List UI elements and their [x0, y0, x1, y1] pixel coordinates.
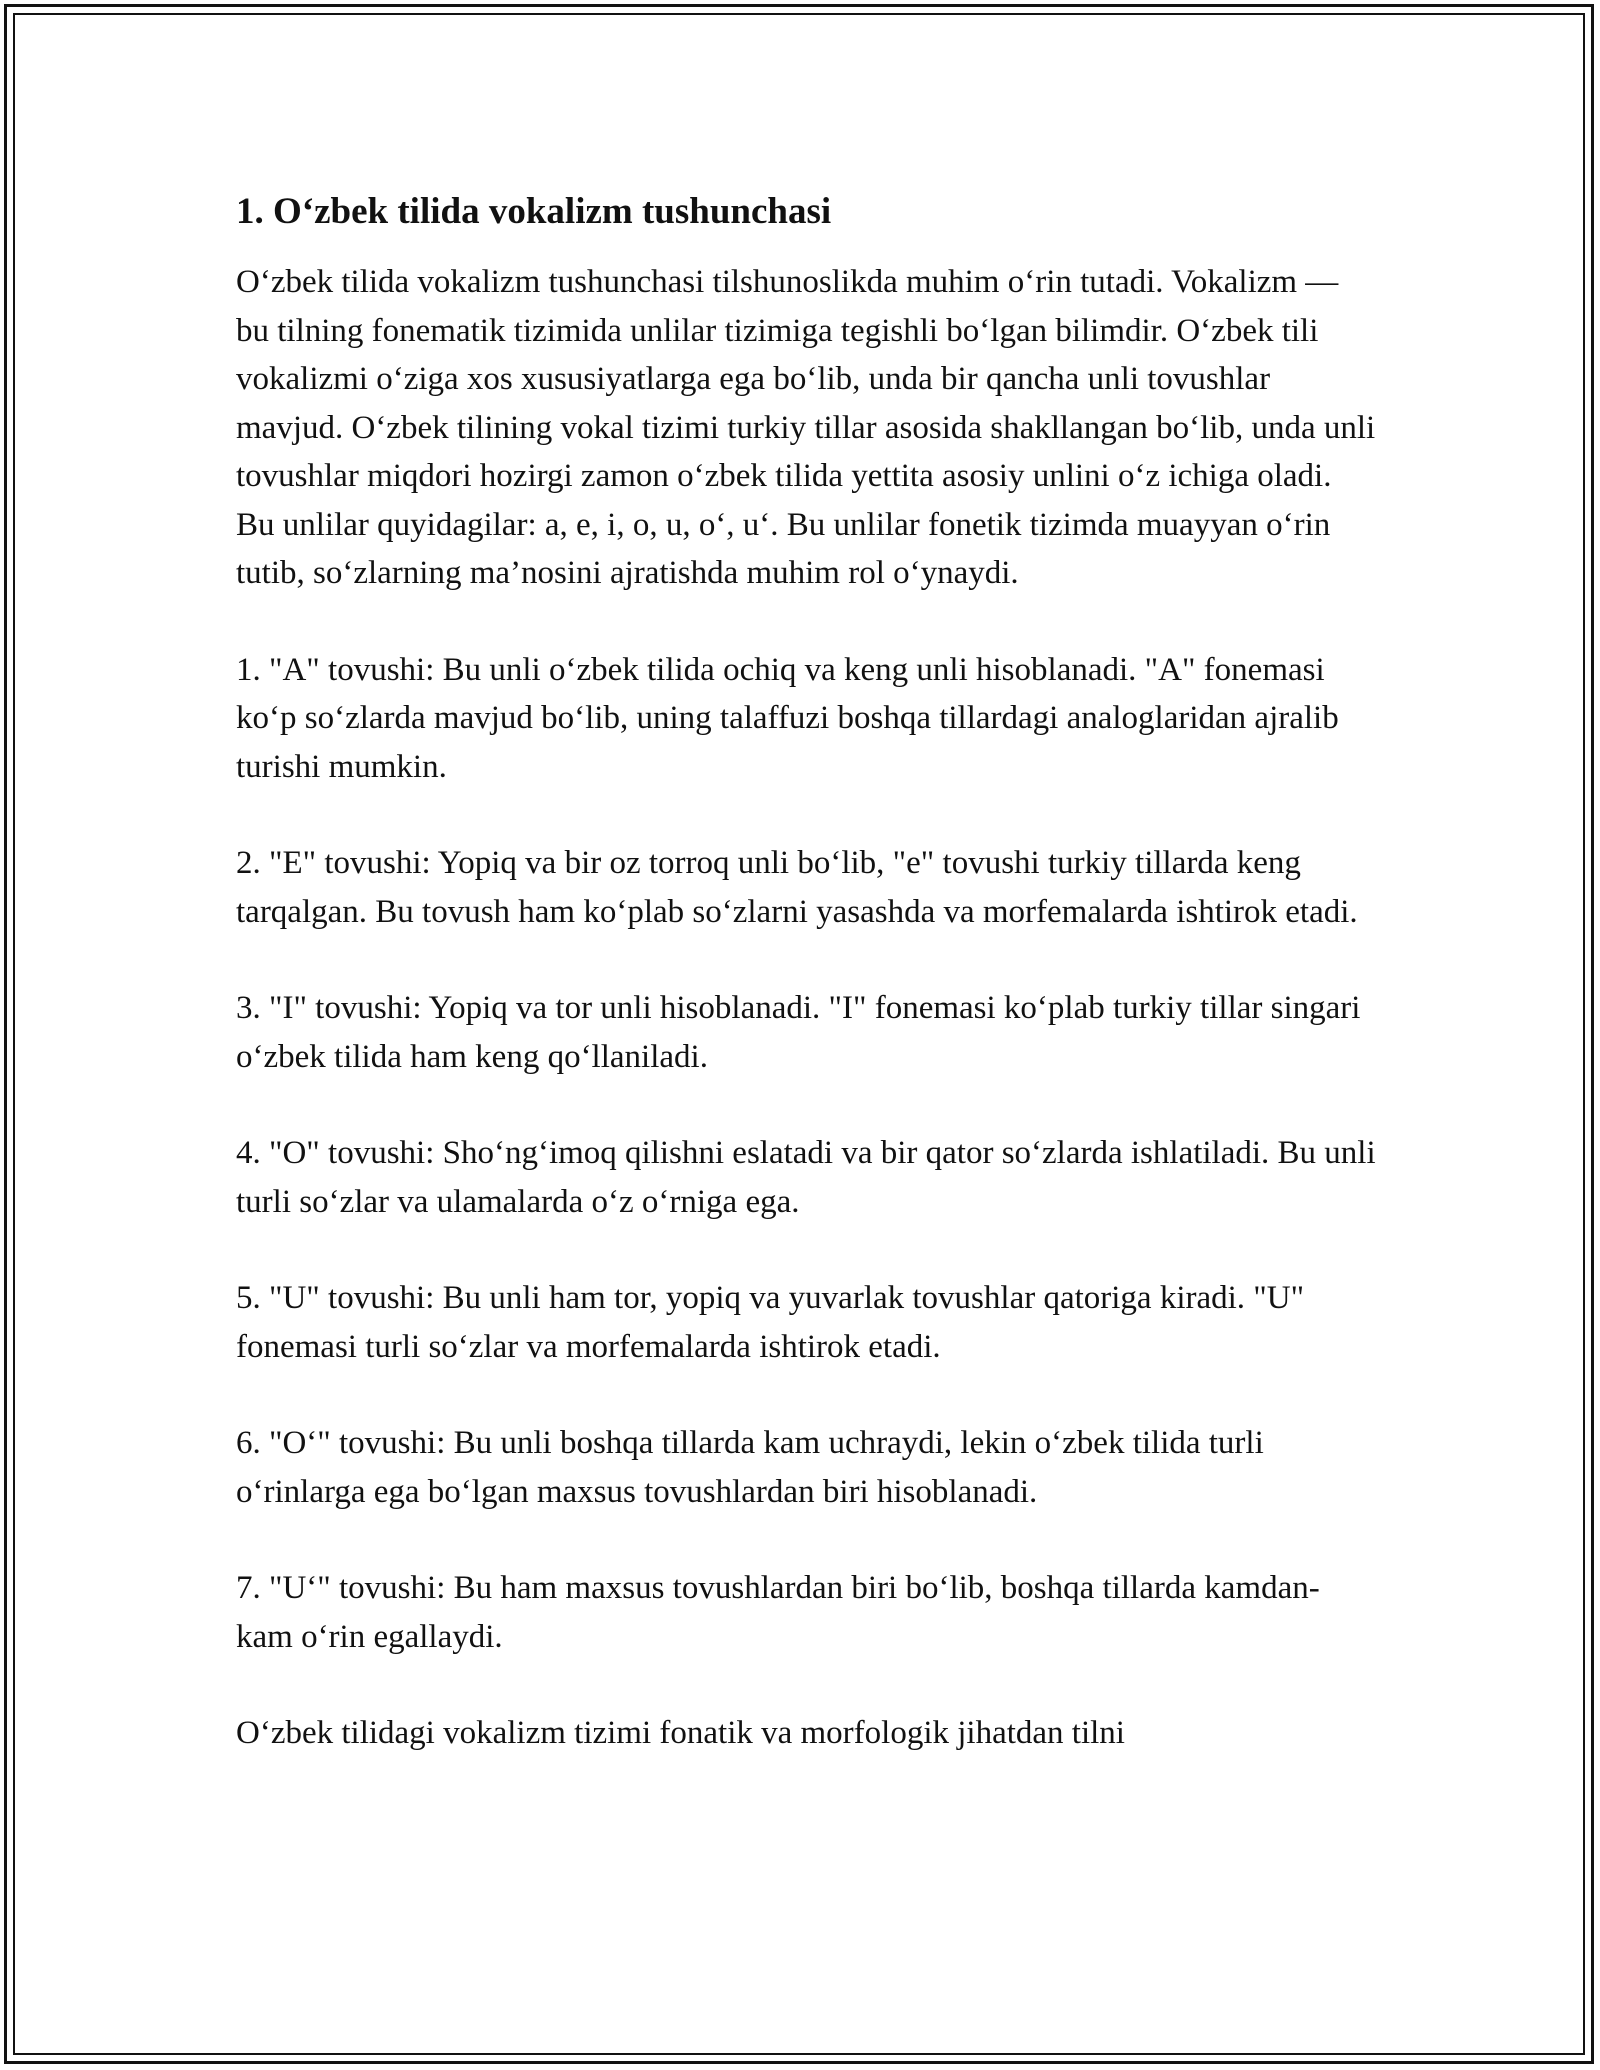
document-body	[236, 186, 1376, 1806]
section-heading: 1. O‘zbek tilida vokalizm tushunchasi	[236, 191, 832, 232]
vowel-o-apostrophe-paragraph: 6. "O‘" tovushi: Bu unli boshqa tillarda kam uchraydi, lekin o‘zbek tilida turli o‘rinlarga ega bo‘lgan maxsus tovushlardan biri hisoblanadi.	[236, 1425, 1264, 1510]
vowel-a-paragraph: 1. "A" tovushi: Bu unli o‘zbek tilida ochiq va keng unli hisoblanadi. "A" fonemasi ko‘p so‘zlarda mavjud bo‘lib, uning talaffuzi boshqa tillardagi analoglaridan ajralib turishi mumkin.	[236, 651, 1339, 785]
vowel-e-paragraph: 2. "E" tovushi: Yopiq va bir oz torroq unli bo‘lib, "e" tovushi turkiy tillarda keng tarqalgan. Bu tovush ham ko‘plab so‘zlarni yasashda va morfemalarda ishtirok etadi.	[236, 845, 1358, 930]
vowel-u-apostrophe-paragraph: 7. "U‘" tovushi: Bu ham maxsus tovushlardan biri bo‘lib, boshqa tillarda kamdan-kam o‘rin egallaydi.	[236, 1570, 1320, 1655]
vowel-o-paragraph: 4. "O" tovushi: Sho‘ng‘imoq qilishni eslatadi va bir qator so‘zlarda ishlatiladi. Bu unli turli so‘zlar va ulamalarda o‘z o‘rniga ega.	[236, 1135, 1376, 1220]
vowel-i-paragraph: 3. "I" tovushi: Yopiq va tor unli hisoblanadi. "I" fonemasi ko‘plab turkiy tillar singari o‘zbek tilida ham keng qo‘llaniladi.	[236, 990, 1361, 1075]
closing-paragraph: O‘zbek tilidagi vokalizm tizimi fonatik va morfologik jihatdan tilni	[236, 1715, 1125, 1751]
intro-paragraph: O‘zbek tilida vokalizm tushunchasi tilshunoslikda muhim o‘rin tutadi. Vokalizm — bu tilning fonematik tizimida unlilar tizimiga tegishli bo‘lgan bilimdir. O‘zbek tili vokalizmi o‘ziga xos xususiyatlarga ega bo‘lib, unda bir qancha unli tovushlar mavjud. O‘zbek tilining vokal tizimi turkiy tillar asosida shakllangan bo‘lib, unda unli tovushlar miqdori hozirgi zamon o‘zbek tilida yettita asosiy unlini o‘z ichiga oladi. Bu unlilar quyidagilar: a, e, i, o, u, o‘, u‘. Bu unlilar fonetik tizimda muayyan o‘rin tutib, so‘zlarning ma’nosini ajratishda muhim rol o‘ynaydi.	[236, 264, 1376, 591]
vowel-u-paragraph: 5. "U" tovushi: Bu unli ham tor, yopiq va yuvarlak tovushlar qatoriga kiradi. "U" fonemasi turli so‘zlar va morfemalarda ishtirok etadi.	[236, 1280, 1305, 1365]
